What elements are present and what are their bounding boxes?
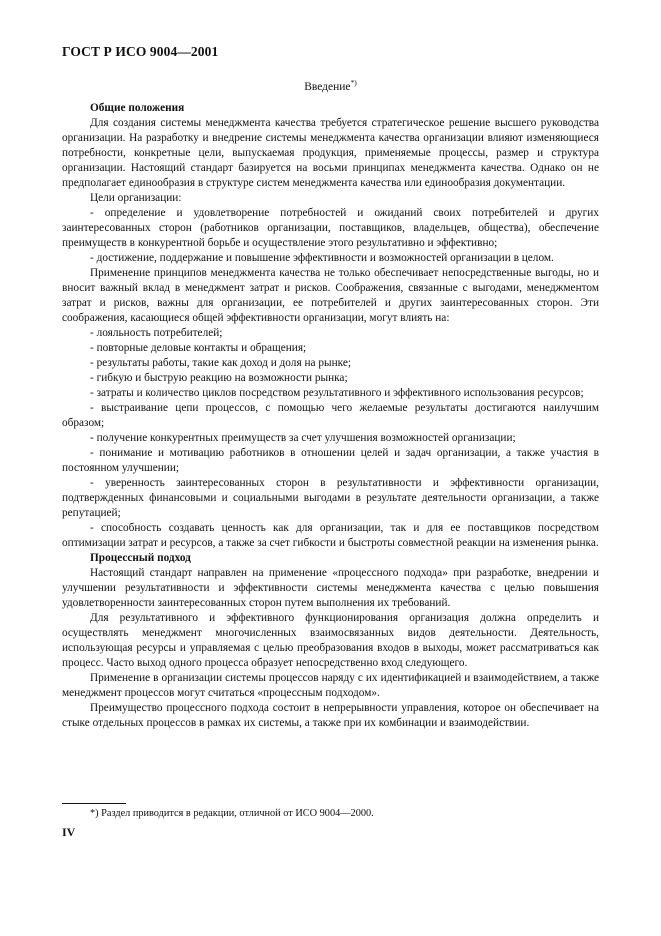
section-title (0, 78, 661, 93)
footnote-mark: *) (350, 78, 357, 87)
list-item: - результаты работы, такие как доход и доля на рынке; (90, 357, 351, 369)
paragraph: Для результативного и эффективного функционирования организация должна определить и осуществлять менеджмент многочисленных взаимосвязанных видов деятельности. Деятельность, использующая ресурсы и управляемая с целью преобразования входов в выходы, может рассматриваться как процесс. Часто выход одного процесса образует непосредственно вход следующего. (62, 612, 599, 669)
list-item: - лояльность потребителей; (90, 327, 223, 339)
paragraph: Настоящий стандарт направлен на применение «процессного подхода» при разработке, внедрении и улучшении результативности и эффективности системы менеджмента качества с целью повышения удовлетворенности заинтересованных сторон путем выполнения их требований. (62, 567, 599, 609)
standard-header: ГОСТ Р ИСО 9004—2001 (62, 44, 219, 59)
list-item: - выстраивание цепи процессов, с помощью чего желаемые результаты достигаются наилучшим образом; (62, 402, 599, 429)
list-item: - гибкую и быструю реакцию на возможности рынка; (90, 372, 348, 384)
paragraph: Применение принципов менеджмента качества не только обеспечивает непосредственные выгоды, но и вносит важный вклад в менеджмент затрат и рисков. Соображения, связанные с выгодами, менеджментом затрат и рисков, важны для организации, ее потребителей и других заинтересованных сторон. Эти соображения, касающиеся общей эффективности организации, могут влиять на: (62, 267, 599, 324)
document-body (62, 101, 599, 731)
paragraph: Цели организации: (90, 192, 182, 204)
list-item: - определение и удовлетворение потребностей и ожиданий своих потребителей и других заинтересованных сторон (работников организации, поставщиков, владельцев, общества), обеспечение преимуществ в конкурентной борьбе и осуществление этого результативно и эффективно; (62, 207, 599, 249)
section-heading: Процессный подход (90, 552, 191, 564)
list-item: - затраты и количество циклов посредством результативного и эффективного использования ресурсов; (90, 387, 584, 399)
footnote-divider (62, 803, 126, 804)
list-item: - способность создавать ценность как для организации, так и для ее поставщиков посредством оптимизации затрат и ресурсов, а также за счет гибкости и быстроты совместной реакции на изменения рынка. (62, 522, 599, 549)
list-item: - получение конкурентных преимуществ за счет улучшения возможностей организации; (90, 432, 516, 444)
list-item: - понимание и мотивацию работников в отношении целей и задач организации, а также участия в постоянном улучшении; (62, 447, 599, 474)
paragraph: Применение в организации системы процессов наряду с их идентификацией и взаимодействием, а также менеджмент процессов могут считаться «процессным подходом». (62, 672, 599, 699)
paragraph: Преимущество процессного подхода состоит в непрерывности управления, которое он обеспечивает на стыке отдельных процессов в рамках их системы, а также при их комбинации и взаимодействии. (62, 702, 599, 729)
section-title-text: Введение (304, 80, 351, 93)
paragraph: Для создания системы менеджмента качества требуется стратегическое решение высшего руководства организации. На разработку и внедрение системы менеджмента качества организации влияют изменяющиеся потребности, конкретные цели, выпускаемая продукция, применяемые процессы, размер и структура организации. Настоящий стандарт базируется на восьми принципах менеджмента качества. Однако он не предполагает единообразия в структуре систем менеджмента качества или единообразия документации. (62, 117, 599, 189)
page-number: IV (62, 825, 76, 839)
list-item: - повторные деловые контакты и обращения; (90, 342, 307, 354)
list-item: - достижение, поддержание и повышение эффективности и возможностей организации в целом. (90, 252, 554, 264)
list-item: - уверенность заинтересованных сторон в результативности и эффективности организации, подтвержденных финансовыми и социальными выгодами в результате деятельности организации, а также репутацией; (62, 477, 599, 519)
section-heading: Общие положения (90, 102, 185, 114)
footnote: *) Раздел приводится в редакции, отличной от ИСО 9004—2000. (90, 808, 374, 819)
